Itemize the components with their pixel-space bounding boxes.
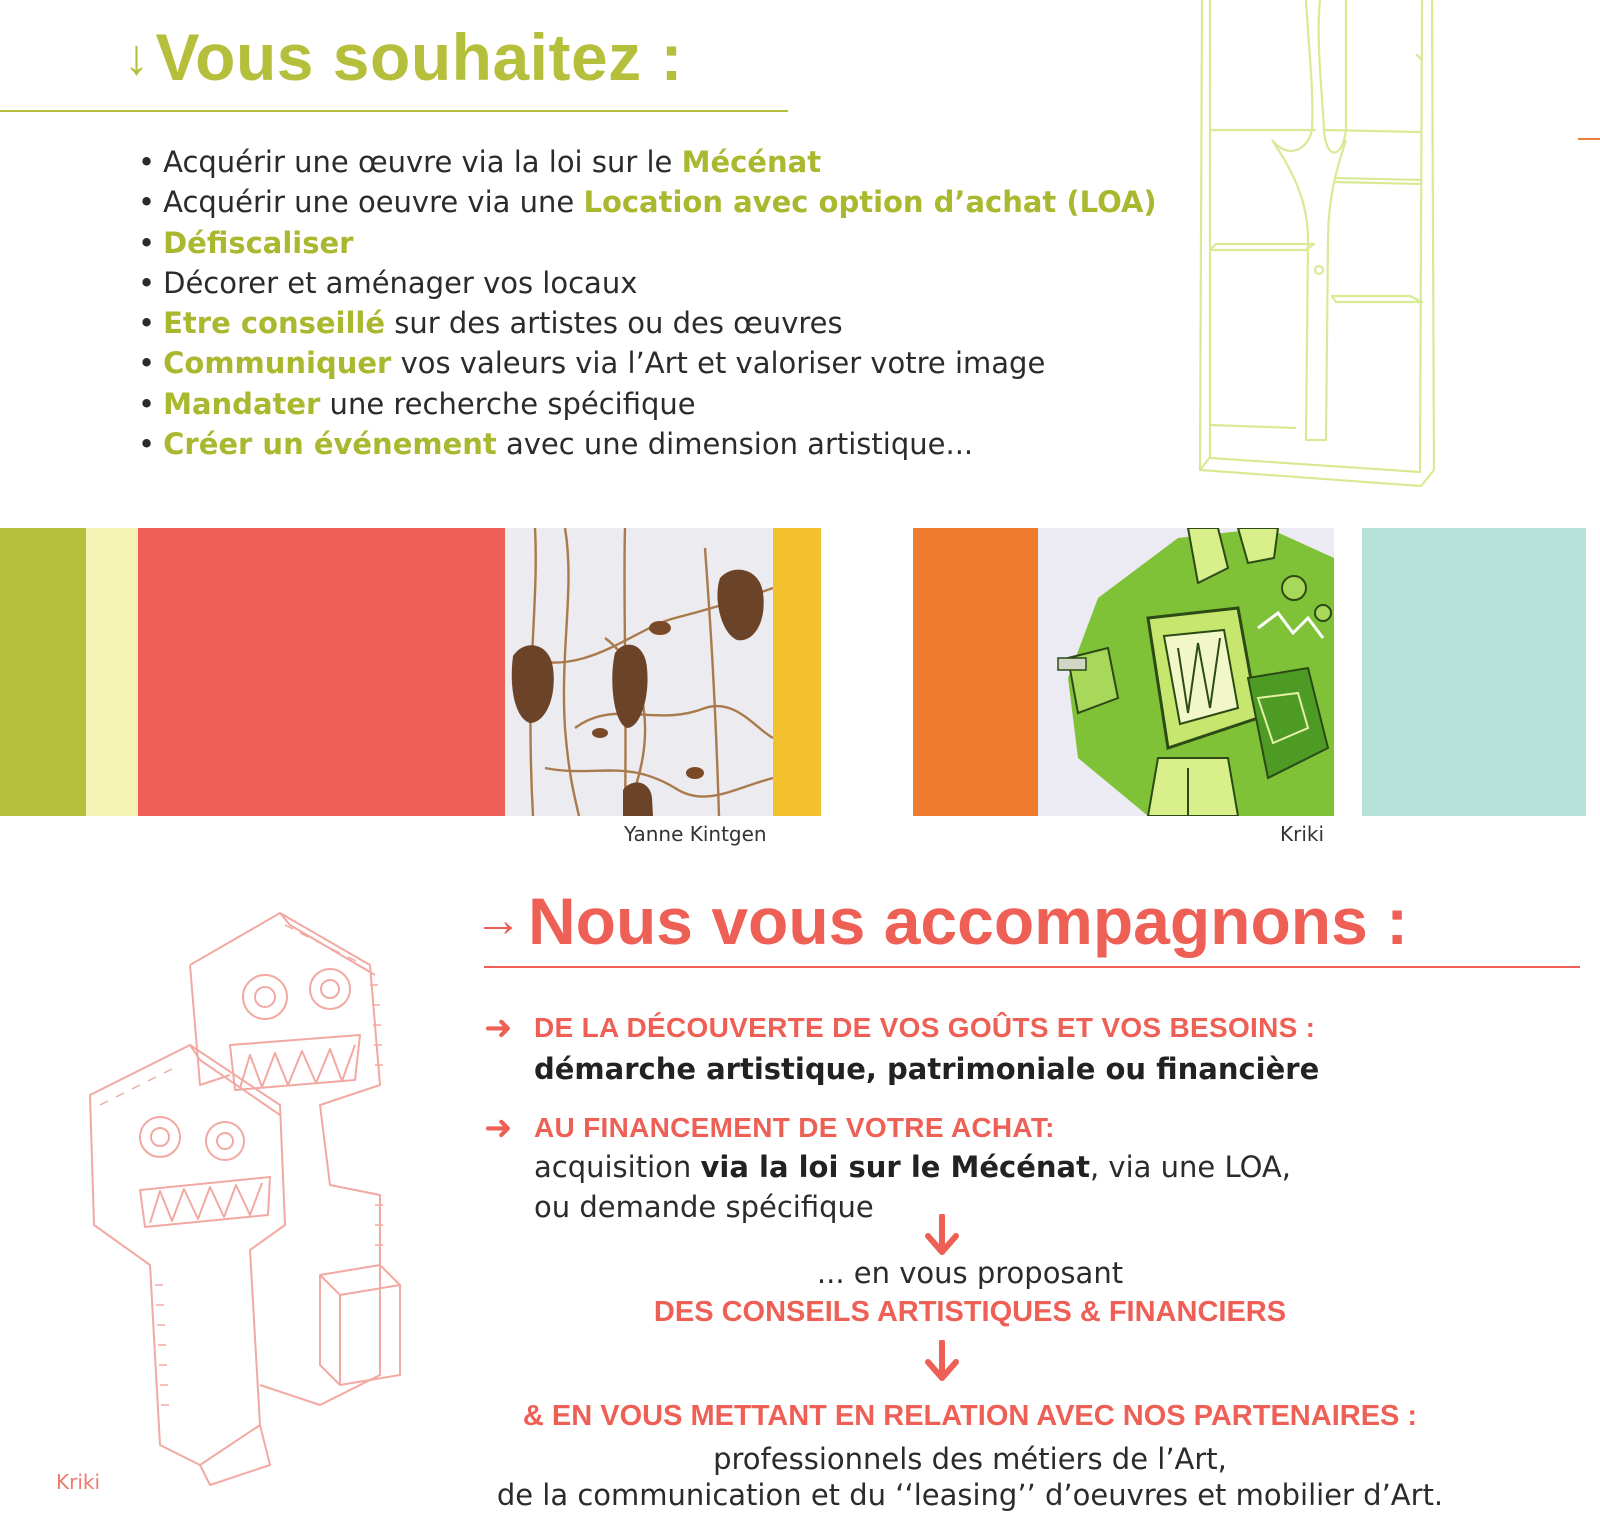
illustration-caption: Kriki [56, 1470, 101, 1494]
bullet-icon: • [138, 265, 156, 300]
bullet-icon: • [138, 386, 156, 421]
bullet-icon: • [138, 225, 156, 260]
item-text: une recherche spécifique [320, 386, 696, 421]
color-band-orange [913, 528, 1038, 816]
list-item [138, 223, 1158, 263]
color-band-yellow [773, 528, 821, 816]
list-item [138, 263, 1158, 303]
step1-title: DE LA DÉCOUVERTE DE VOS GOÛTS ET VOS BESOINS : [534, 1012, 1316, 1043]
color-band-coral [138, 528, 505, 816]
photo-caption-left: Yanne Kintgen [624, 822, 767, 846]
step2-text-line2: ou demande spécifique [534, 1190, 874, 1224]
list-item [138, 384, 1158, 424]
item-highlight: Mécénat [681, 145, 822, 179]
bullet-icon: • [138, 306, 156, 341]
section-title-wishes [124, 18, 683, 97]
down-arrow-icon [922, 1340, 962, 1384]
list-item [138, 182, 1158, 222]
bullet-icon: • [138, 145, 156, 179]
partners-line2: de la communication et du ‘‘leasing’’ d’oeuvres et mobilier d’Art. [496, 1478, 1444, 1512]
right-arrow-icon: → [474, 894, 522, 947]
item-text: Acquérir une oeuvre via une [163, 185, 584, 220]
item-highlight: Etre conseillé [163, 306, 386, 341]
down-arrow-icon [922, 1214, 962, 1258]
bullet-icon: • [138, 346, 156, 381]
list-item [138, 142, 1158, 182]
title-underline [0, 110, 788, 112]
wish-list [138, 142, 1158, 464]
kriki-illustration [80, 905, 420, 1505]
bullet-icon: • [138, 185, 156, 220]
item-highlight: Défiscaliser [163, 225, 354, 260]
bullet-icon: • [138, 427, 156, 462]
title-underline [484, 966, 1580, 968]
item-text: avec une dimension artistique... [496, 427, 974, 462]
item-highlight: Créer un événement [163, 427, 497, 462]
list-item [138, 343, 1158, 383]
step1-text: démarche artistique, patrimoniale ou financière [534, 1052, 1320, 1086]
item-text: vos valeurs via l’Art et valoriser votre image [391, 346, 1046, 381]
proposing-text: ... en vous proposant [816, 1256, 1124, 1290]
section-title-support [474, 882, 1408, 961]
photo-caption-right: Kriki [1280, 822, 1325, 846]
title-text: Vous souhaitez : [155, 20, 683, 94]
edge-mark [1578, 138, 1600, 140]
step2-text-bold: via la loi sur le Mécénat [700, 1150, 1090, 1184]
list-item [138, 424, 1158, 464]
item-highlight: Mandater [163, 386, 321, 421]
step2-text-post: , via une LOA, [1090, 1150, 1291, 1184]
item-text: Décorer et aménager vos locaux [163, 265, 638, 300]
step-arrow-icon: ➜ [484, 1008, 513, 1048]
list-item [138, 303, 1158, 343]
color-band-pale-yellow [86, 528, 138, 816]
shelf-illustration [1196, 0, 1436, 490]
color-band-green [0, 528, 86, 816]
item-text: Acquérir une œuvre via la loi sur le [163, 145, 682, 179]
artwork-photo-kriki [1038, 528, 1334, 816]
item-highlight: Location avec option d’achat (LOA) [583, 185, 1157, 220]
item-highlight: Communiquer [163, 346, 392, 381]
partners-line1: professionnels des métiers de l’Art, [713, 1442, 1227, 1476]
down-arrow-icon: ↓ [124, 29, 150, 85]
step2-title: AU FINANCEMENT DE VOTRE ACHAT: [534, 1112, 1055, 1143]
title-text: Nous vous accompagnons : [528, 884, 1409, 958]
artwork-photo-yanne-kintgen [505, 528, 773, 816]
advice-text: DES CONSEILS ARTISTIQUES & FINANCIERS [653, 1296, 1287, 1328]
partners-title: & EN VOUS METTANT EN RELATION AVEC NOS PARTENAIRES : [522, 1400, 1418, 1432]
step2-text [534, 1150, 1291, 1184]
color-band-mint [1362, 528, 1586, 816]
step-arrow-icon: ➜ [484, 1108, 513, 1148]
item-text: sur des artistes ou des œuvres [385, 306, 843, 341]
step2-text-pre: acquisition [534, 1150, 701, 1184]
